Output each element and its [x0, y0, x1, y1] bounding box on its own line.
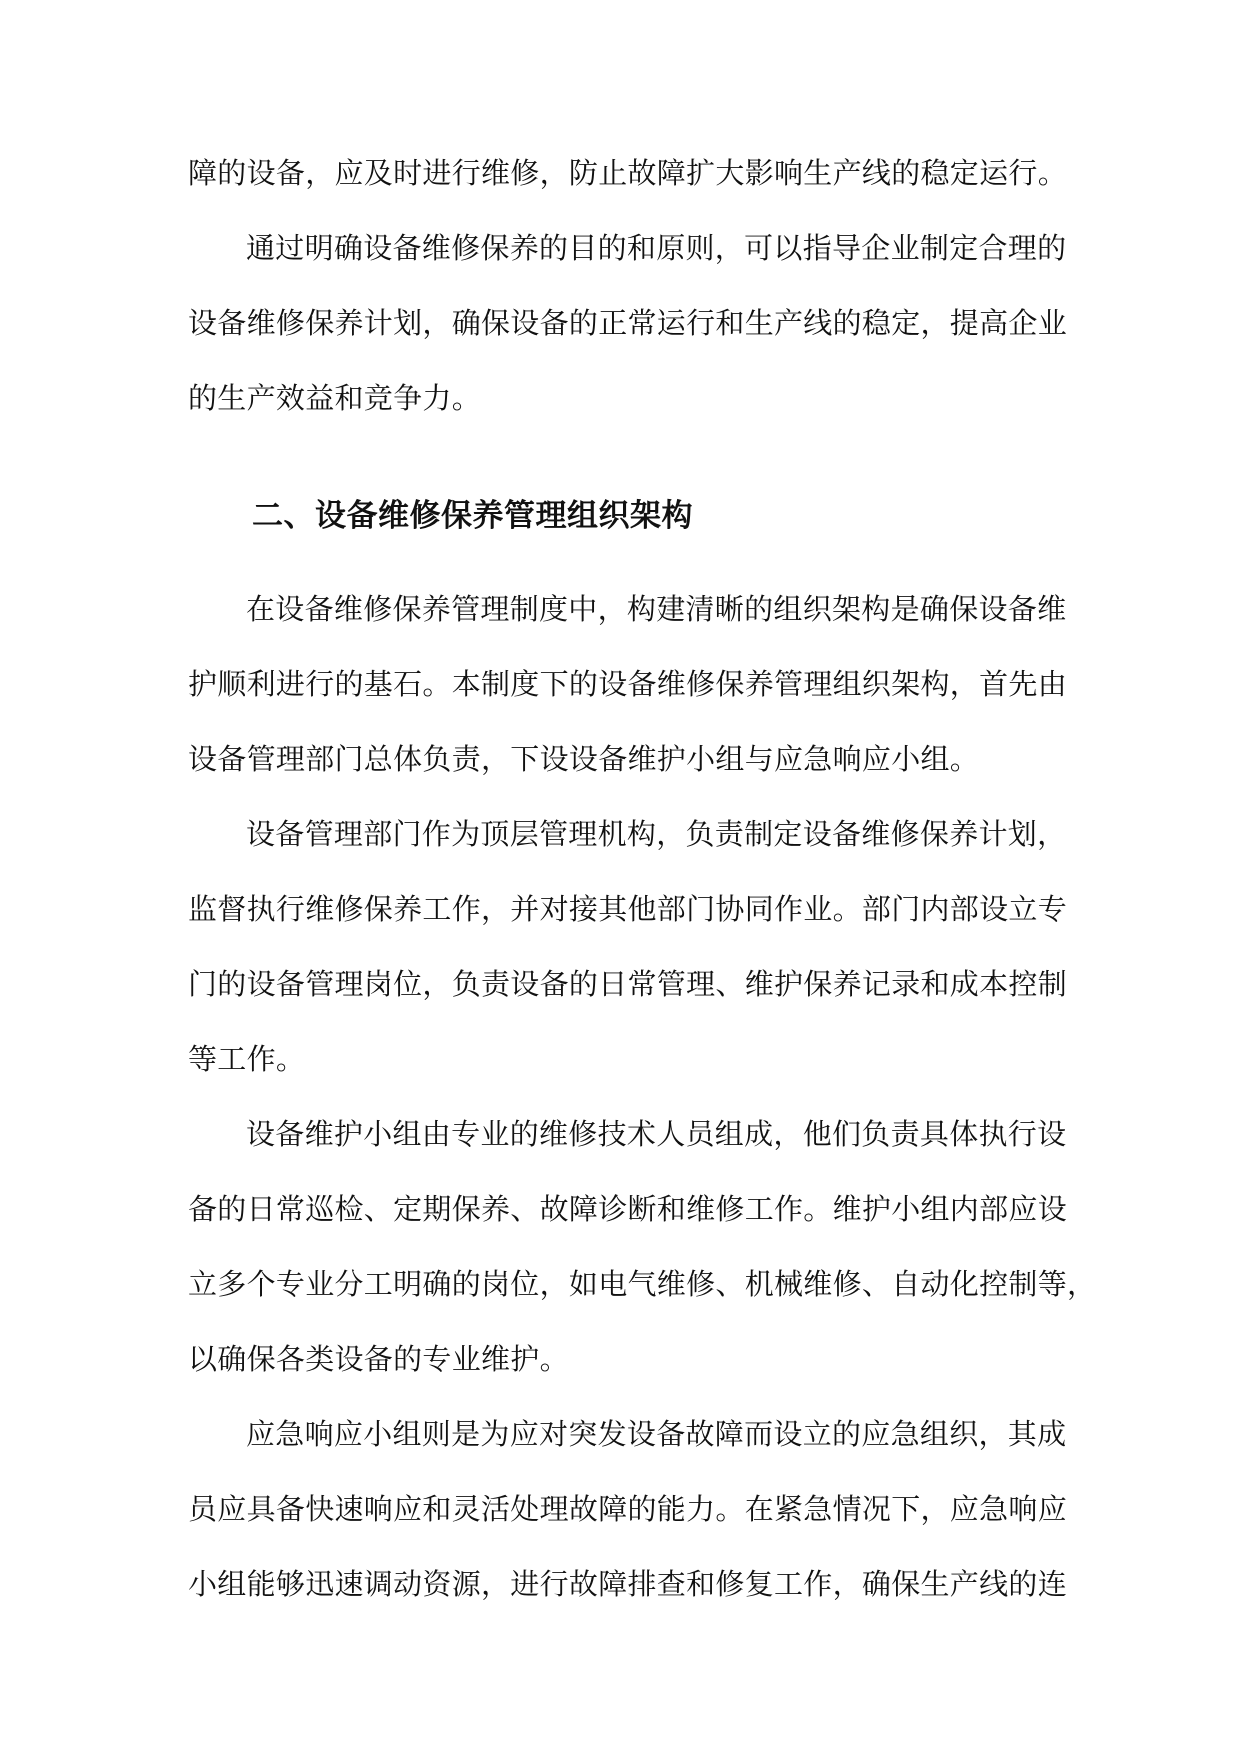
text-line: 设备管理部门总体负责，下设设备维护小组与应急响应小组。 — [188, 742, 980, 776]
text-line: 员应具备快速响应和灵活处理故障的能力。在紧急情况下，应急响应 — [188, 1492, 1068, 1526]
text-line: 小组能够迅速调动资源，进行故障排查和修复工作，确保生产线的连 — [188, 1567, 1068, 1601]
paragraph-organization-overview — [188, 572, 1068, 797]
text-line: 通过明确设备维修保养的目的和原则，可以指导企业制定合理的 — [246, 231, 1067, 265]
text-line: 备的日常巡检、定期保养、故障诊断和维修工作。维护小组内部应设 — [188, 1192, 1068, 1226]
text-line: 以确保各类设备的专业维护。 — [188, 1342, 569, 1376]
intro-paragraph — [188, 211, 1068, 436]
text-line: 设备维护小组由专业的维修技术人员组成，他们负责具体执行设 — [246, 1117, 1067, 1151]
text-line: 设备维修保养计划，确保设备的正常运行和生产线的稳定，提高企业 — [188, 306, 1068, 340]
text-line: 应急响应小组则是为应对突发设备故障而设立的应急组织，其成 — [246, 1417, 1067, 1451]
document-page — [188, 136, 1097, 1622]
section-heading: 二、设备维修保养管理组织架构 — [252, 498, 693, 534]
text-line: 在设备维修保养管理制度中，构建清晰的组织架构是确保设备维 — [246, 592, 1067, 626]
text-line: 设备管理部门作为顶层管理机构，负责制定设备维修保养计划， — [246, 817, 1067, 851]
text-line: 门的设备管理岗位，负责设备的日常管理、维护保养记录和成本控制 — [188, 967, 1068, 1001]
paragraph-maintenance-team — [188, 1097, 1097, 1397]
text-line: 立多个专业分工明确的岗位，如电气维修、机械维修、自动化控制等， — [188, 1267, 1097, 1301]
paragraph-management-department — [188, 797, 1068, 1097]
text-line: 等工作。 — [188, 1042, 306, 1076]
intro-tail-paragraph — [188, 136, 1068, 211]
paragraph-emergency-team — [188, 1397, 1068, 1622]
text-line: 护顺利进行的基石。本制度下的设备维修保养管理组织架构，首先由 — [188, 667, 1068, 701]
text-line: 的生产效益和竞争力。 — [188, 381, 482, 415]
text-line: 监督执行维修保养工作，并对接其他部门协同作业。部门内部设立专 — [188, 892, 1068, 926]
text-line: 障的设备，应及时进行维修，防止故障扩大影响生产线的稳定运行。 — [188, 156, 1068, 190]
